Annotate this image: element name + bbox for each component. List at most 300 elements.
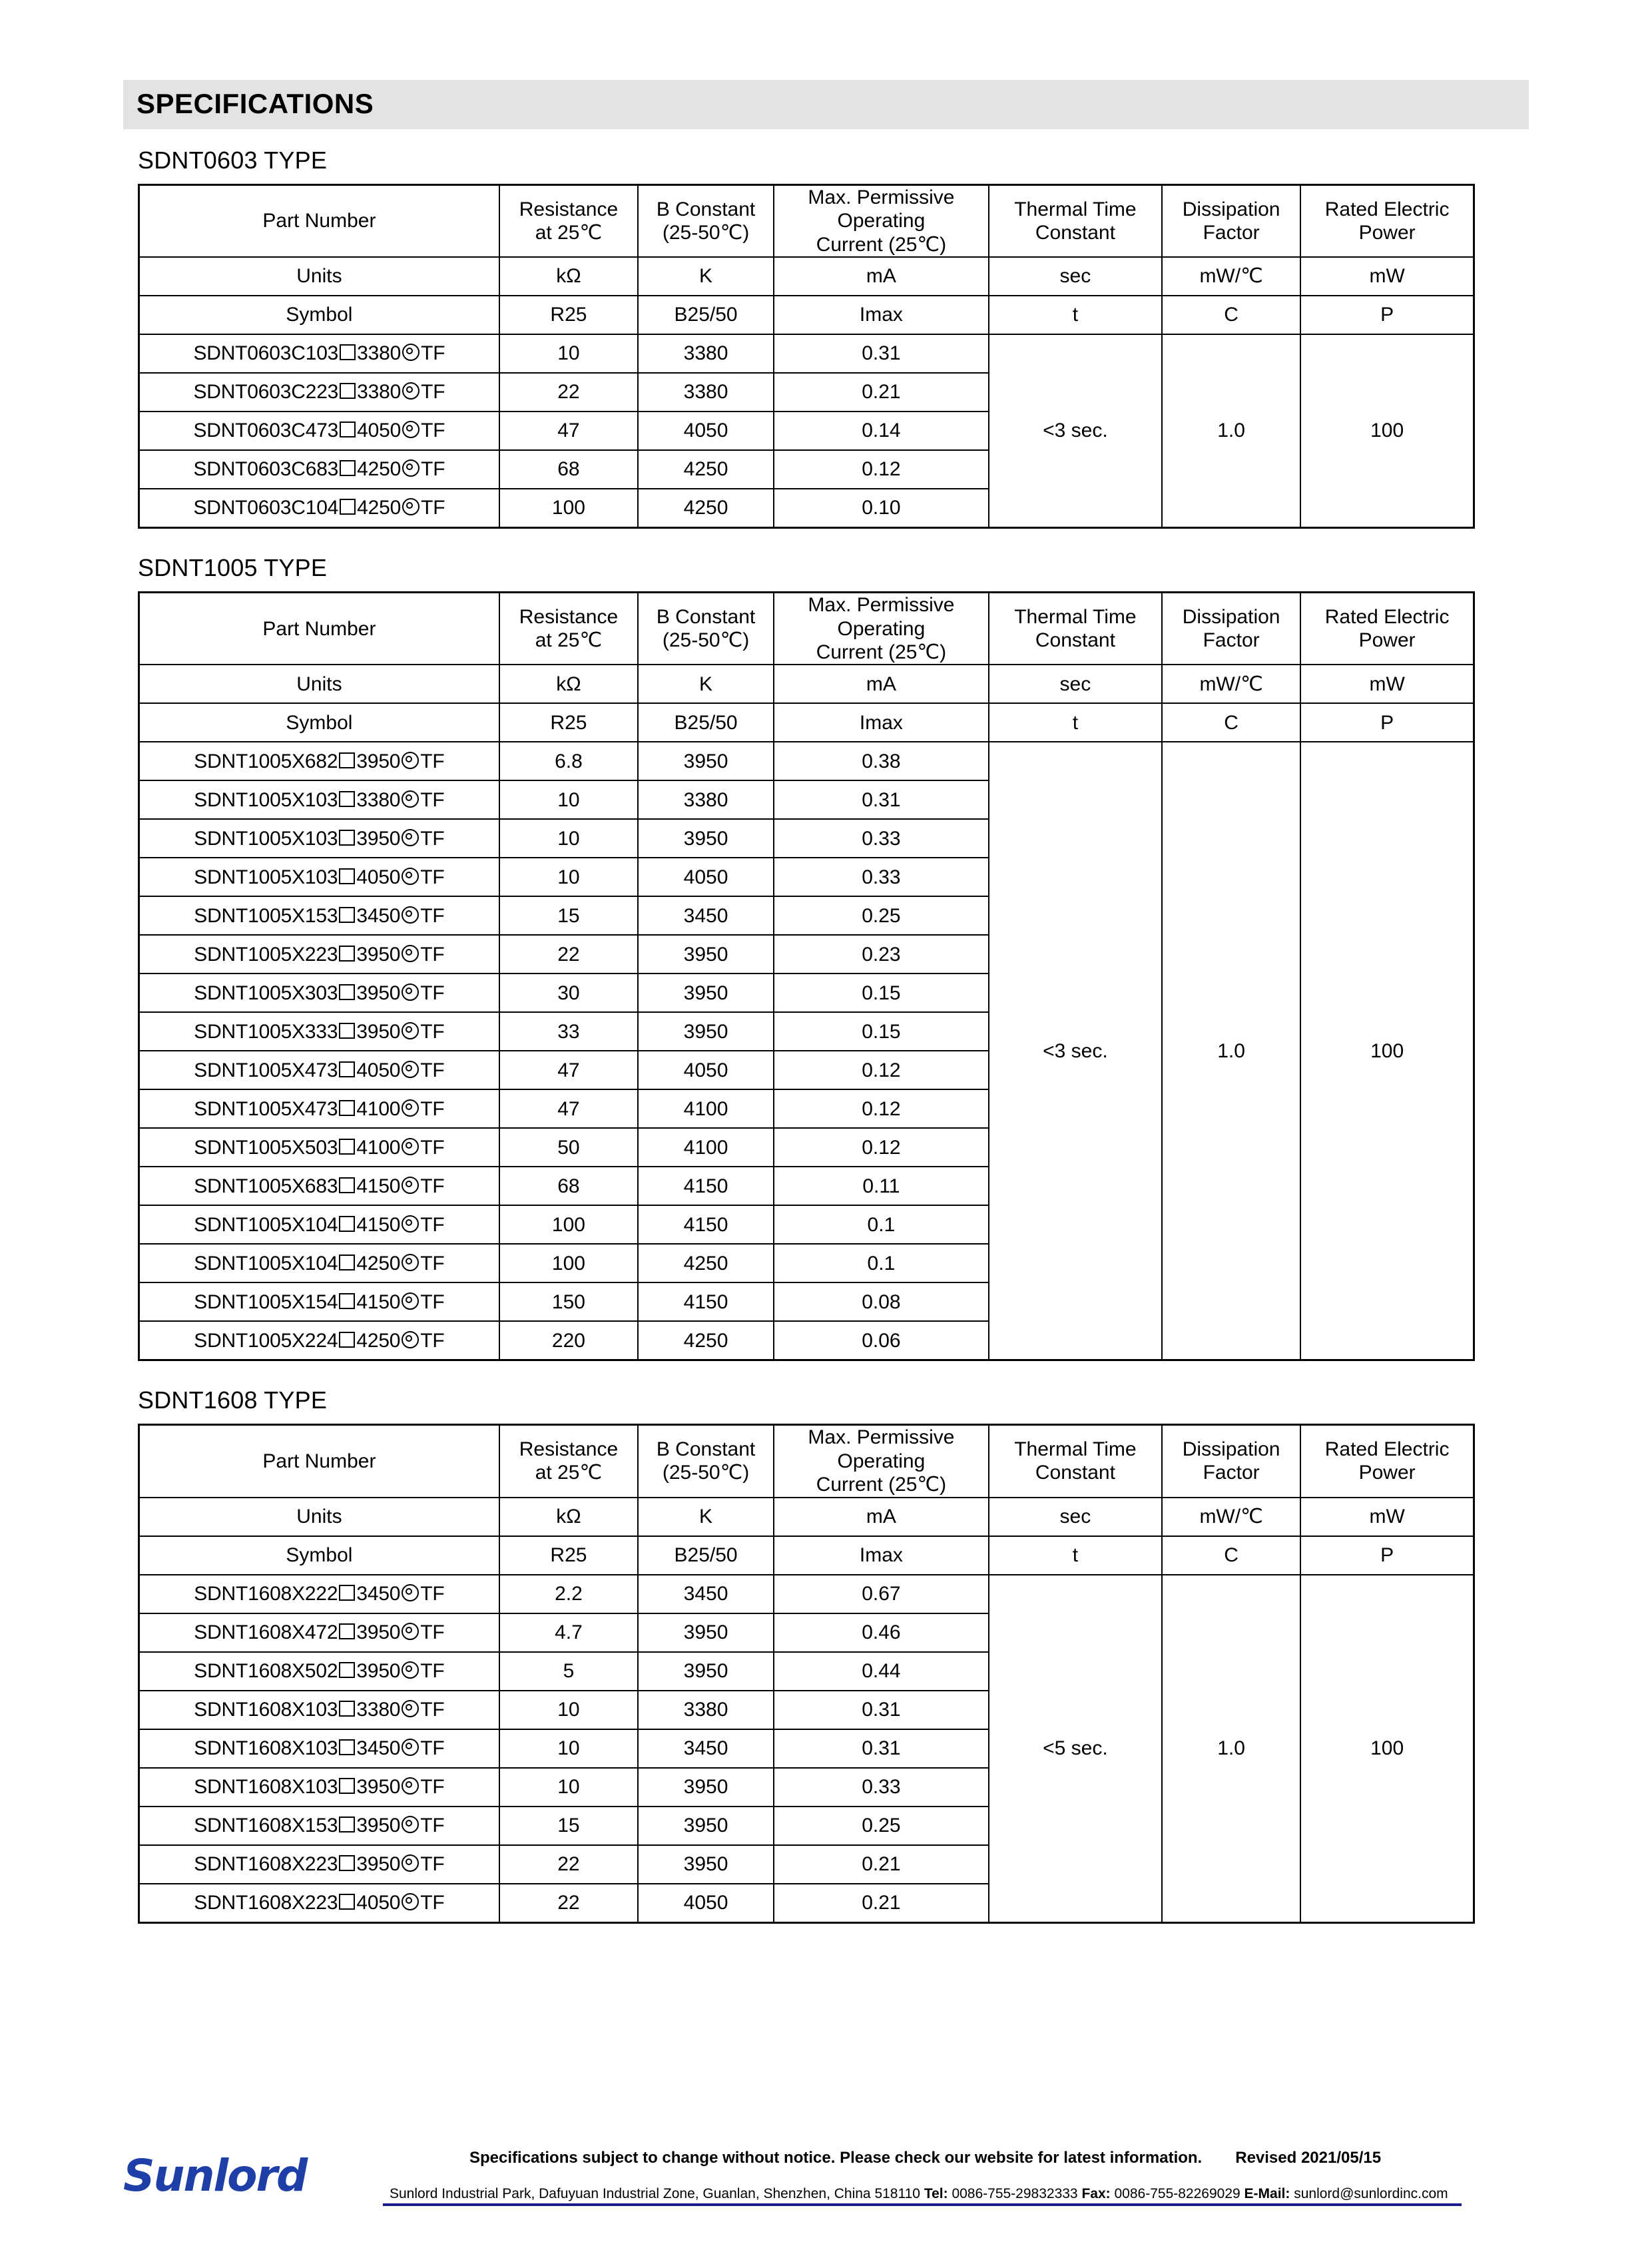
cell-part-number [139,1282,499,1321]
pn-prefix: SDNT1608X103 [194,1775,338,1798]
pn-prefix: SDNT1005X104 [194,1252,338,1274]
col-header-b-constant [638,185,774,258]
symbol-row-cell: Imax [774,1536,989,1575]
cell-resistance: 68 [499,450,638,489]
cell-part-number [139,1652,499,1691]
col-label: Resistance [519,1438,619,1461]
square-symbol-icon [339,1216,355,1232]
pn-suffix: TF [420,1852,445,1875]
cell-thermal-constant: <3 sec. [989,742,1162,1360]
circle-symbol-icon [402,1854,419,1872]
symbol-row [139,703,1474,742]
cell-max-current: 0.67 [774,1575,989,1613]
pn-suffix: TF [420,1775,445,1798]
square-symbol-icon [339,1778,355,1794]
col-label: Max. Permissive [808,1426,955,1449]
col-label-2: (25-50℃) [662,629,750,652]
symbol-row-cell: C [1162,703,1300,742]
pn-suffix: TF [421,342,445,365]
units-row-cell: K [638,1498,774,1536]
cell-part-number [139,1089,499,1128]
cell-part-number [139,334,499,373]
pn-suffix: TF [421,497,445,519]
spec-table [138,1424,1475,1923]
cell-b-constant: 3950 [638,1807,774,1845]
col-label: Max. Permissive [808,594,955,617]
units-row-cell: mA [774,257,989,296]
col-label: Dissipation [1182,198,1280,220]
col-header-thermal [989,1425,1162,1498]
cell-resistance: 10 [499,780,638,819]
col-label: Thermal Time [1014,1438,1137,1461]
cell-b-constant: 4150 [638,1167,774,1205]
pn-bconst: 4250 [357,458,402,481]
cell-resistance: 100 [499,489,638,528]
col-header-b-constant [638,593,774,665]
footer-divider [383,2203,1462,2206]
col-header-part-number [139,1425,499,1498]
pn-suffix: TF [420,981,445,1004]
units-row-cell: mW [1300,1498,1474,1536]
col-label: B Constant [656,605,756,628]
cell-part-number [139,1884,499,1923]
circle-symbol-icon [402,1623,419,1640]
col-header-rated-power [1300,1425,1474,1498]
cell-part-number [139,780,499,819]
circle-symbol-icon [402,790,419,808]
col-label-2: at 25℃ [535,629,603,652]
cell-part-number [139,1205,499,1244]
col-label: Rated Electric [1324,198,1450,220]
square-symbol-icon [339,1293,355,1309]
pn-suffix: TF [420,1329,445,1352]
cell-max-current: 0.33 [774,1768,989,1807]
pn-suffix: TF [420,750,445,772]
circle-symbol-icon [402,1099,419,1117]
cell-resistance: 15 [499,1807,638,1845]
square-symbol-icon [339,1701,355,1717]
pn-prefix: SDNT1005X303 [194,981,338,1004]
col-header-rated-power [1300,593,1474,665]
pn-prefix: SDNT1005X503 [194,1136,338,1159]
square-symbol-icon [339,1817,355,1832]
cell-max-current: 0.44 [774,1652,989,1691]
table-header-row [139,1425,1474,1498]
units-row-cell: sec [989,665,1162,703]
pn-prefix: SDNT1608X153 [194,1814,338,1836]
cell-max-current: 0.12 [774,1089,989,1128]
symbol-row-cell: Symbol [139,296,499,334]
pn-prefix: SDNT1005X224 [194,1329,338,1352]
pn-suffix: TF [420,866,445,888]
symbol-row-cell: t [989,296,1162,334]
square-symbol-icon [339,791,355,807]
pn-bconst: 4050 [356,1891,401,1914]
col-label: Thermal Time [1014,198,1137,220]
circle-symbol-icon [402,1777,419,1795]
cell-rated-power: 100 [1300,1575,1474,1923]
col-header-thermal [989,185,1162,258]
cell-max-current: 0.10 [774,489,989,528]
cell-max-current: 0.33 [774,819,989,858]
pn-bconst: 3950 [356,1775,401,1798]
units-row-cell: kΩ [499,665,638,703]
cell-part-number [139,1729,499,1768]
pn-suffix: TF [420,1621,445,1643]
cell-part-number [139,858,499,896]
pn-bconst: 3380 [357,381,402,404]
symbol-row-cell: B25/50 [638,1536,774,1575]
footer-contact-line [390,2179,1529,2202]
table-row [139,1575,1474,1613]
circle-symbol-icon [402,906,419,924]
col-label-2: Power [1358,629,1416,652]
cell-b-constant: 4050 [638,858,774,896]
col-label-2: Factor [1203,629,1260,652]
units-row-cell: K [638,665,774,703]
units-row-cell: Units [139,665,499,703]
cell-b-constant: 3950 [638,935,774,974]
col-label-3: Current (25℃) [816,233,947,256]
col-label: Dissipation [1182,1438,1280,1461]
cell-resistance: 47 [499,412,638,450]
square-symbol-icon [339,1894,355,1910]
circle-symbol-icon [402,1061,419,1078]
cell-b-constant: 3950 [638,1652,774,1691]
pn-bconst: 3950 [356,1659,401,1682]
pn-suffix: TF [420,788,445,811]
symbol-row-cell: P [1300,296,1474,334]
pn-bconst: 3950 [356,1814,401,1836]
pn-bconst: 4050 [356,866,401,888]
symbol-row-cell: R25 [499,296,638,334]
footer-email: sunlord@sunlordinc.com [1294,2186,1448,2201]
pn-bconst: 4050 [357,420,402,442]
square-symbol-icon [339,1855,355,1871]
units-row [139,1498,1474,1536]
cell-b-constant: 3950 [638,819,774,858]
col-label-2: at 25℃ [535,1462,603,1484]
symbol-row-cell: Imax [774,296,989,334]
pn-suffix: TF [420,1814,445,1836]
square-symbol-icon [339,1023,355,1039]
cell-b-constant: 4100 [638,1089,774,1128]
pn-prefix: SDNT0603C683 [193,458,339,481]
pn-bconst: 4250 [356,1329,401,1352]
pn-suffix: TF [420,1020,445,1043]
circle-symbol-icon [402,945,419,962]
pn-bconst: 3450 [356,1582,401,1605]
circle-symbol-icon [402,344,419,361]
cell-max-current: 0.15 [774,974,989,1012]
square-symbol-icon [339,1332,355,1348]
circle-symbol-icon [402,1661,419,1679]
cell-resistance: 30 [499,974,638,1012]
cell-resistance: 22 [499,935,638,974]
symbol-row [139,296,1474,334]
square-symbol-icon [339,1255,355,1270]
circle-symbol-icon [402,1584,419,1601]
spec-tables-container [123,146,1529,1924]
cell-b-constant: 3380 [638,780,774,819]
cell-dissipation-factor: 1.0 [1162,742,1300,1360]
symbol-row-cell: Imax [774,703,989,742]
pn-bconst: 3380 [356,1698,401,1721]
col-label-3: Current (25℃) [816,1474,947,1496]
col-label-2: at 25℃ [535,222,603,244]
col-label-2: Operating [837,617,926,640]
cell-max-current: 0.12 [774,1128,989,1167]
cell-b-constant: 3950 [638,742,774,780]
cell-dissipation-factor: 1.0 [1162,334,1300,528]
cell-b-constant: 4250 [638,450,774,489]
symbol-row [139,1536,1474,1575]
footer-notice-line [390,2149,1529,2179]
table-row [139,742,1474,780]
cell-b-constant: 3380 [638,373,774,412]
cell-b-constant: 4150 [638,1282,774,1321]
col-label-2: Factor [1203,222,1260,244]
cell-part-number [139,974,499,1012]
pn-prefix: SDNT0603C104 [193,497,339,519]
pn-bconst: 3950 [356,1852,401,1875]
square-symbol-icon [340,421,356,437]
col-label-2: Constant [1035,222,1115,244]
cell-part-number [139,1807,499,1845]
cell-b-constant: 3450 [638,896,774,935]
square-symbol-icon [339,984,355,1000]
cell-part-number [139,1575,499,1613]
col-label: Max. Permissive [808,186,955,208]
cell-max-current: 0.21 [774,1884,989,1923]
col-label: B Constant [656,198,756,220]
col-label-2: Operating [837,210,926,232]
symbol-row-cell: P [1300,703,1474,742]
footer-fax-label: Fax: [1081,2186,1111,2201]
cell-b-constant: 4250 [638,489,774,528]
cell-max-current: 0.12 [774,450,989,489]
cell-max-current: 0.31 [774,334,989,373]
spec-table [138,591,1475,1361]
pn-prefix: SDNT0603C223 [193,381,339,404]
circle-symbol-icon [402,1177,419,1194]
cell-rated-power: 100 [1300,742,1474,1360]
cell-thermal-constant: <5 sec. [989,1575,1162,1923]
col-header-b-constant [638,1425,774,1498]
square-symbol-icon [339,946,355,962]
col-label-2: Constant [1035,629,1115,652]
cell-resistance: 50 [499,1128,638,1167]
cell-resistance: 10 [499,1729,638,1768]
col-header-dissipation [1162,593,1300,665]
cell-resistance: 47 [499,1089,638,1128]
pn-prefix: SDNT1608X223 [194,1852,338,1875]
cell-thermal-constant: <3 sec. [989,334,1162,528]
col-header-max-current [774,593,989,665]
circle-symbol-icon [402,1254,419,1271]
col-label: Resistance [519,198,619,220]
pn-bconst: 4250 [356,1252,401,1274]
cell-part-number [139,373,499,412]
pn-prefix: SDNT1005X103 [194,827,338,850]
col-label: Rated Electric [1324,605,1450,628]
pn-bconst: 3950 [356,1621,401,1643]
cell-resistance: 6.8 [499,742,638,780]
pn-suffix: TF [420,1698,445,1721]
cell-b-constant: 3380 [638,1691,774,1729]
cell-resistance: 68 [499,1167,638,1205]
pn-suffix: TF [421,458,445,481]
cell-max-current: 0.46 [774,1613,989,1652]
pn-suffix: TF [420,1097,445,1120]
units-row-cell: K [638,257,774,296]
pn-bconst: 4250 [357,497,402,519]
symbol-row-cell: t [989,1536,1162,1575]
cell-part-number [139,1768,499,1807]
cell-max-current: 0.1 [774,1205,989,1244]
footer-address: Sunlord Industrial Park, Dafuyuan Industrial Zone, Guanlan, Shenzhen, China 518110 [390,2186,920,2201]
col-label: Part Number [262,1450,376,1472]
cell-resistance: 2.2 [499,1575,638,1613]
cell-b-constant: 4050 [638,1884,774,1923]
pn-prefix: SDNT1005X103 [194,788,338,811]
cell-b-constant: 4250 [638,1321,774,1360]
cell-part-number [139,1167,499,1205]
page-title: SPECIFICATIONS [123,80,1529,129]
col-label: Thermal Time [1014,605,1137,628]
pn-prefix: SDNT1608X502 [194,1659,338,1682]
square-symbol-icon [339,1585,355,1601]
square-symbol-icon [340,344,356,360]
cell-part-number [139,1845,499,1884]
pn-bconst: 3950 [356,943,401,966]
table-header-row [139,593,1474,665]
pn-suffix: TF [420,904,445,927]
pn-bconst: 3950 [356,827,401,850]
footer-tel-label: Tel: [924,2186,948,2201]
col-label-3: Current (25℃) [816,641,947,663]
symbol-row-cell: C [1162,1536,1300,1575]
cell-part-number [139,1613,499,1652]
cell-max-current: 0.08 [774,1282,989,1321]
cell-max-current: 0.1 [774,1244,989,1282]
pn-suffix: TF [420,1290,445,1313]
pn-prefix: SDNT1005X682 [194,750,338,772]
cell-resistance: 10 [499,1768,638,1807]
circle-symbol-icon [402,1816,419,1833]
cell-max-current: 0.12 [774,1051,989,1089]
pn-suffix: TF [420,1136,445,1159]
symbol-row-cell: B25/50 [638,296,774,334]
units-row-cell: mW/℃ [1162,257,1300,296]
pn-prefix: SDNT1608X222 [194,1582,338,1605]
pn-suffix: TF [420,1175,445,1197]
cell-max-current: 0.23 [774,935,989,974]
col-header-part-number [139,593,499,665]
pn-prefix: SDNT1608X103 [194,1698,338,1721]
units-row-cell: mW/℃ [1162,1498,1300,1536]
units-row-cell: mA [774,665,989,703]
units-row-cell: Units [139,1498,499,1536]
cell-part-number [139,489,499,528]
circle-symbol-icon [402,1138,419,1155]
cell-max-current: 0.31 [774,1729,989,1768]
pn-bconst: 3450 [356,1737,401,1759]
square-symbol-icon [339,1100,355,1116]
col-label: Resistance [519,605,619,628]
square-symbol-icon [339,1061,355,1077]
cell-b-constant: 3450 [638,1575,774,1613]
units-row-cell: kΩ [499,1498,638,1536]
pn-suffix: TF [420,1659,445,1682]
pn-suffix: TF [420,943,445,966]
cell-resistance: 150 [499,1282,638,1321]
circle-symbol-icon [402,421,419,438]
pn-prefix: SDNT1005X103 [194,866,338,888]
units-row-cell: mW [1300,257,1474,296]
units-row-cell: Units [139,257,499,296]
col-header-dissipation [1162,1425,1300,1498]
square-symbol-icon [339,1739,355,1755]
cell-resistance: 22 [499,373,638,412]
pn-suffix: TF [421,381,445,404]
cell-b-constant: 3950 [638,1768,774,1807]
cell-resistance: 10 [499,1691,638,1729]
square-symbol-icon [339,830,355,846]
col-header-part-number [139,185,499,258]
circle-symbol-icon [402,459,419,477]
pn-suffix: TF [420,1582,445,1605]
cell-max-current: 0.31 [774,1691,989,1729]
pn-suffix: TF [420,1737,445,1759]
cell-part-number [139,896,499,935]
page-footer [123,2146,1529,2202]
table-title: SDNT1608 TYPE [138,1386,328,1414]
col-label: Part Number [262,617,376,640]
symbol-row-cell: C [1162,296,1300,334]
col-header-max-current [774,185,989,258]
col-header-rated-power [1300,185,1474,258]
pn-bconst: 3950 [356,1020,401,1043]
circle-symbol-icon [402,1215,419,1233]
pn-prefix: SDNT1005X473 [194,1059,338,1081]
col-label-2: Factor [1203,1462,1260,1484]
pn-bconst: 3380 [356,788,401,811]
cell-part-number [139,412,499,450]
company-logo: Sunlord [123,2150,307,2201]
cell-max-current: 0.25 [774,896,989,935]
square-symbol-icon [339,752,355,768]
circle-symbol-icon [402,983,419,1001]
square-symbol-icon [340,383,356,399]
pn-prefix: SDNT0603C473 [193,420,339,442]
col-header-resistance [499,1425,638,1498]
col-label-2: Power [1358,1462,1416,1484]
footer-tel: 0086-755-29832333 [952,2186,1078,2201]
spec-table [138,184,1475,529]
units-row-cell: sec [989,257,1162,296]
pn-bconst: 3950 [356,750,401,772]
cell-b-constant: 3950 [638,1845,774,1884]
units-row-cell: mW/℃ [1162,665,1300,703]
col-label-2: (25-50℃) [662,1462,750,1484]
cell-resistance: 100 [499,1244,638,1282]
cell-resistance: 22 [499,1884,638,1923]
pn-suffix: TF [421,420,445,442]
cell-part-number [139,450,499,489]
cell-part-number [139,1012,499,1051]
units-row-cell: mA [774,1498,989,1536]
